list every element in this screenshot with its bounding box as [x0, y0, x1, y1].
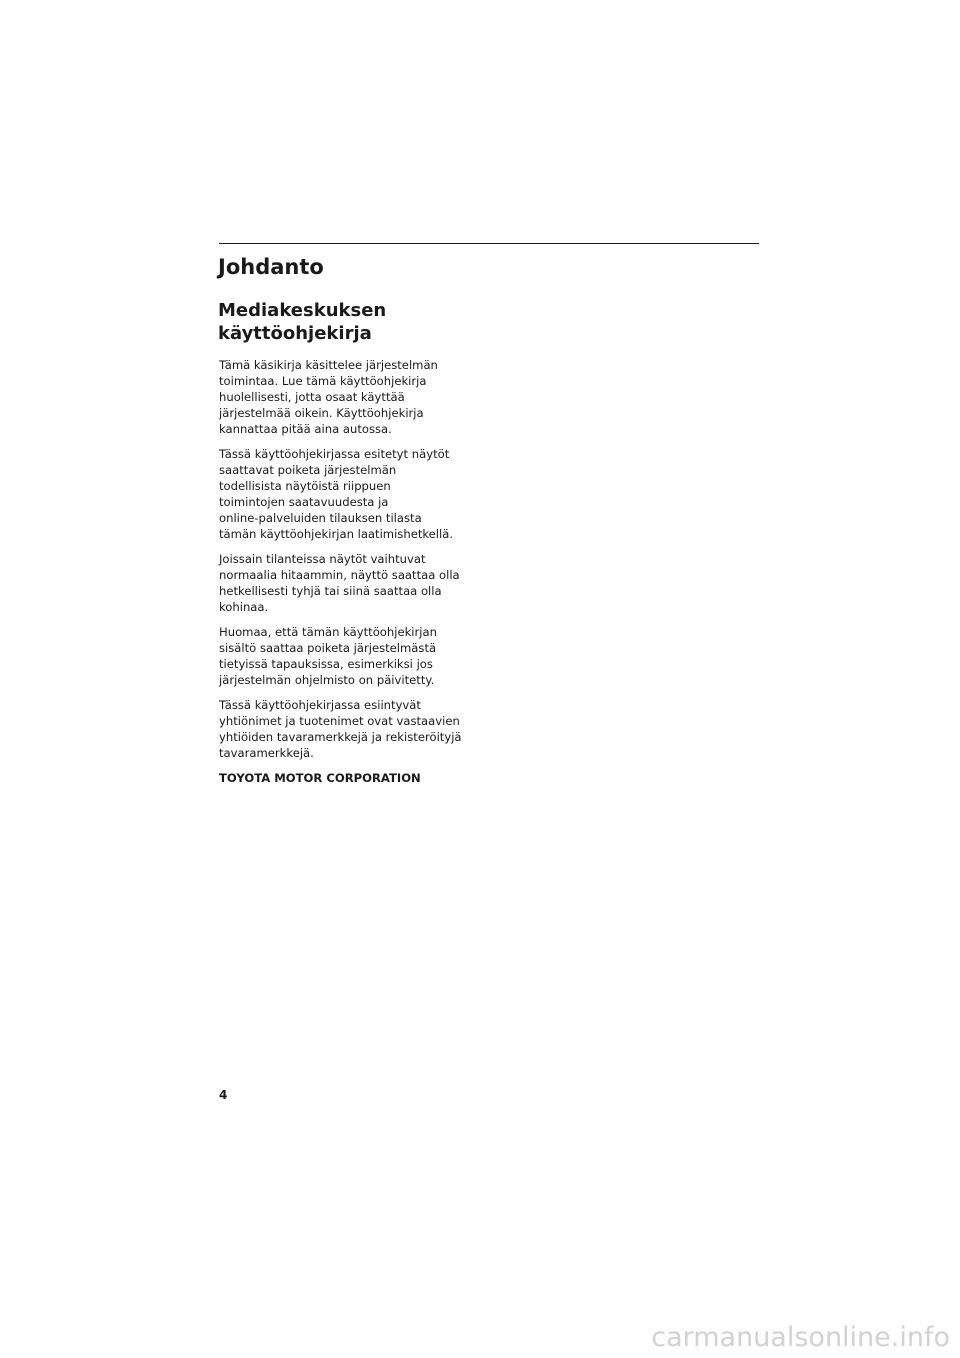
text-line: online-palveluiden tilauksen tilasta [219, 511, 422, 525]
text-line: Huomaa, että tämän käyttöohjekirjan [219, 625, 437, 639]
paragraph-trademarks [219, 697, 489, 761]
text-line: toimintaa. Lue tämä käyttöohjekirja [219, 374, 427, 388]
text-line: yhtiönimet ja tuotenimet ovat vastaavien [219, 714, 460, 728]
text-line: Joissain tilanteissa näytöt vaihtuvat [219, 552, 426, 566]
paragraph-intro [219, 357, 489, 437]
body-text [219, 357, 489, 786]
header-rule [219, 243, 759, 244]
company-name: TOYOTA MOTOR CORPORATION [219, 771, 421, 785]
paragraph-slow-screens [219, 551, 489, 615]
paragraph-software-note [219, 624, 489, 688]
section-title-line: käyttöohjekirja [218, 323, 372, 344]
text-line: hetkellisesti tyhjä tai siinä saattaa olla [219, 584, 442, 598]
text-line: sisältö saattaa poiketa järjestelmästä [219, 641, 437, 655]
text-line: Tässä käyttöohjekirjassa esiintyvät [219, 698, 421, 712]
section-title-line: Mediakeskuksen [218, 300, 387, 321]
chapter-title: Johdanto [218, 255, 324, 279]
paragraph-screens [219, 446, 489, 542]
text-line: toimintojen saatavuudesta ja [219, 495, 389, 509]
text-line: Tämä käsikirja käsittelee järjestelmän [219, 358, 438, 372]
watermark: carmanualsonline.info [651, 1322, 950, 1353]
text-line: kannattaa pitää aina autossa. [219, 422, 392, 436]
text-line: huolellisesti, jotta osaat käyttää [219, 390, 405, 404]
text-line: tämän käyttöohjekirjan laatimishetkellä. [219, 527, 454, 541]
text-line: järjestelmän ohjelmisto on päivitetty. [219, 673, 435, 687]
text-line: järjestelmää oikein. Käyttöohjekirja [219, 406, 424, 420]
text-line: tietyissä tapauksissa, esimerkiksi jos [219, 657, 433, 671]
text-line: todellisista näytöistä riippuen [219, 479, 391, 493]
page-number: 4 [219, 1088, 228, 1102]
section-title [218, 299, 478, 345]
text-line: normaalia hitaammin, näyttö saattaa olla [219, 568, 460, 582]
text-line: tavaramerkkejä. [219, 746, 314, 760]
text-line: kohinaa. [219, 600, 269, 614]
text-line: Tässä käyttöohjekirjassa esitetyt näytöt [219, 447, 450, 461]
text-line: yhtiöiden tavaramerkkejä ja rekisteröityjä [219, 730, 462, 744]
text-line: saattavat poiketa järjestelmän [219, 463, 397, 477]
